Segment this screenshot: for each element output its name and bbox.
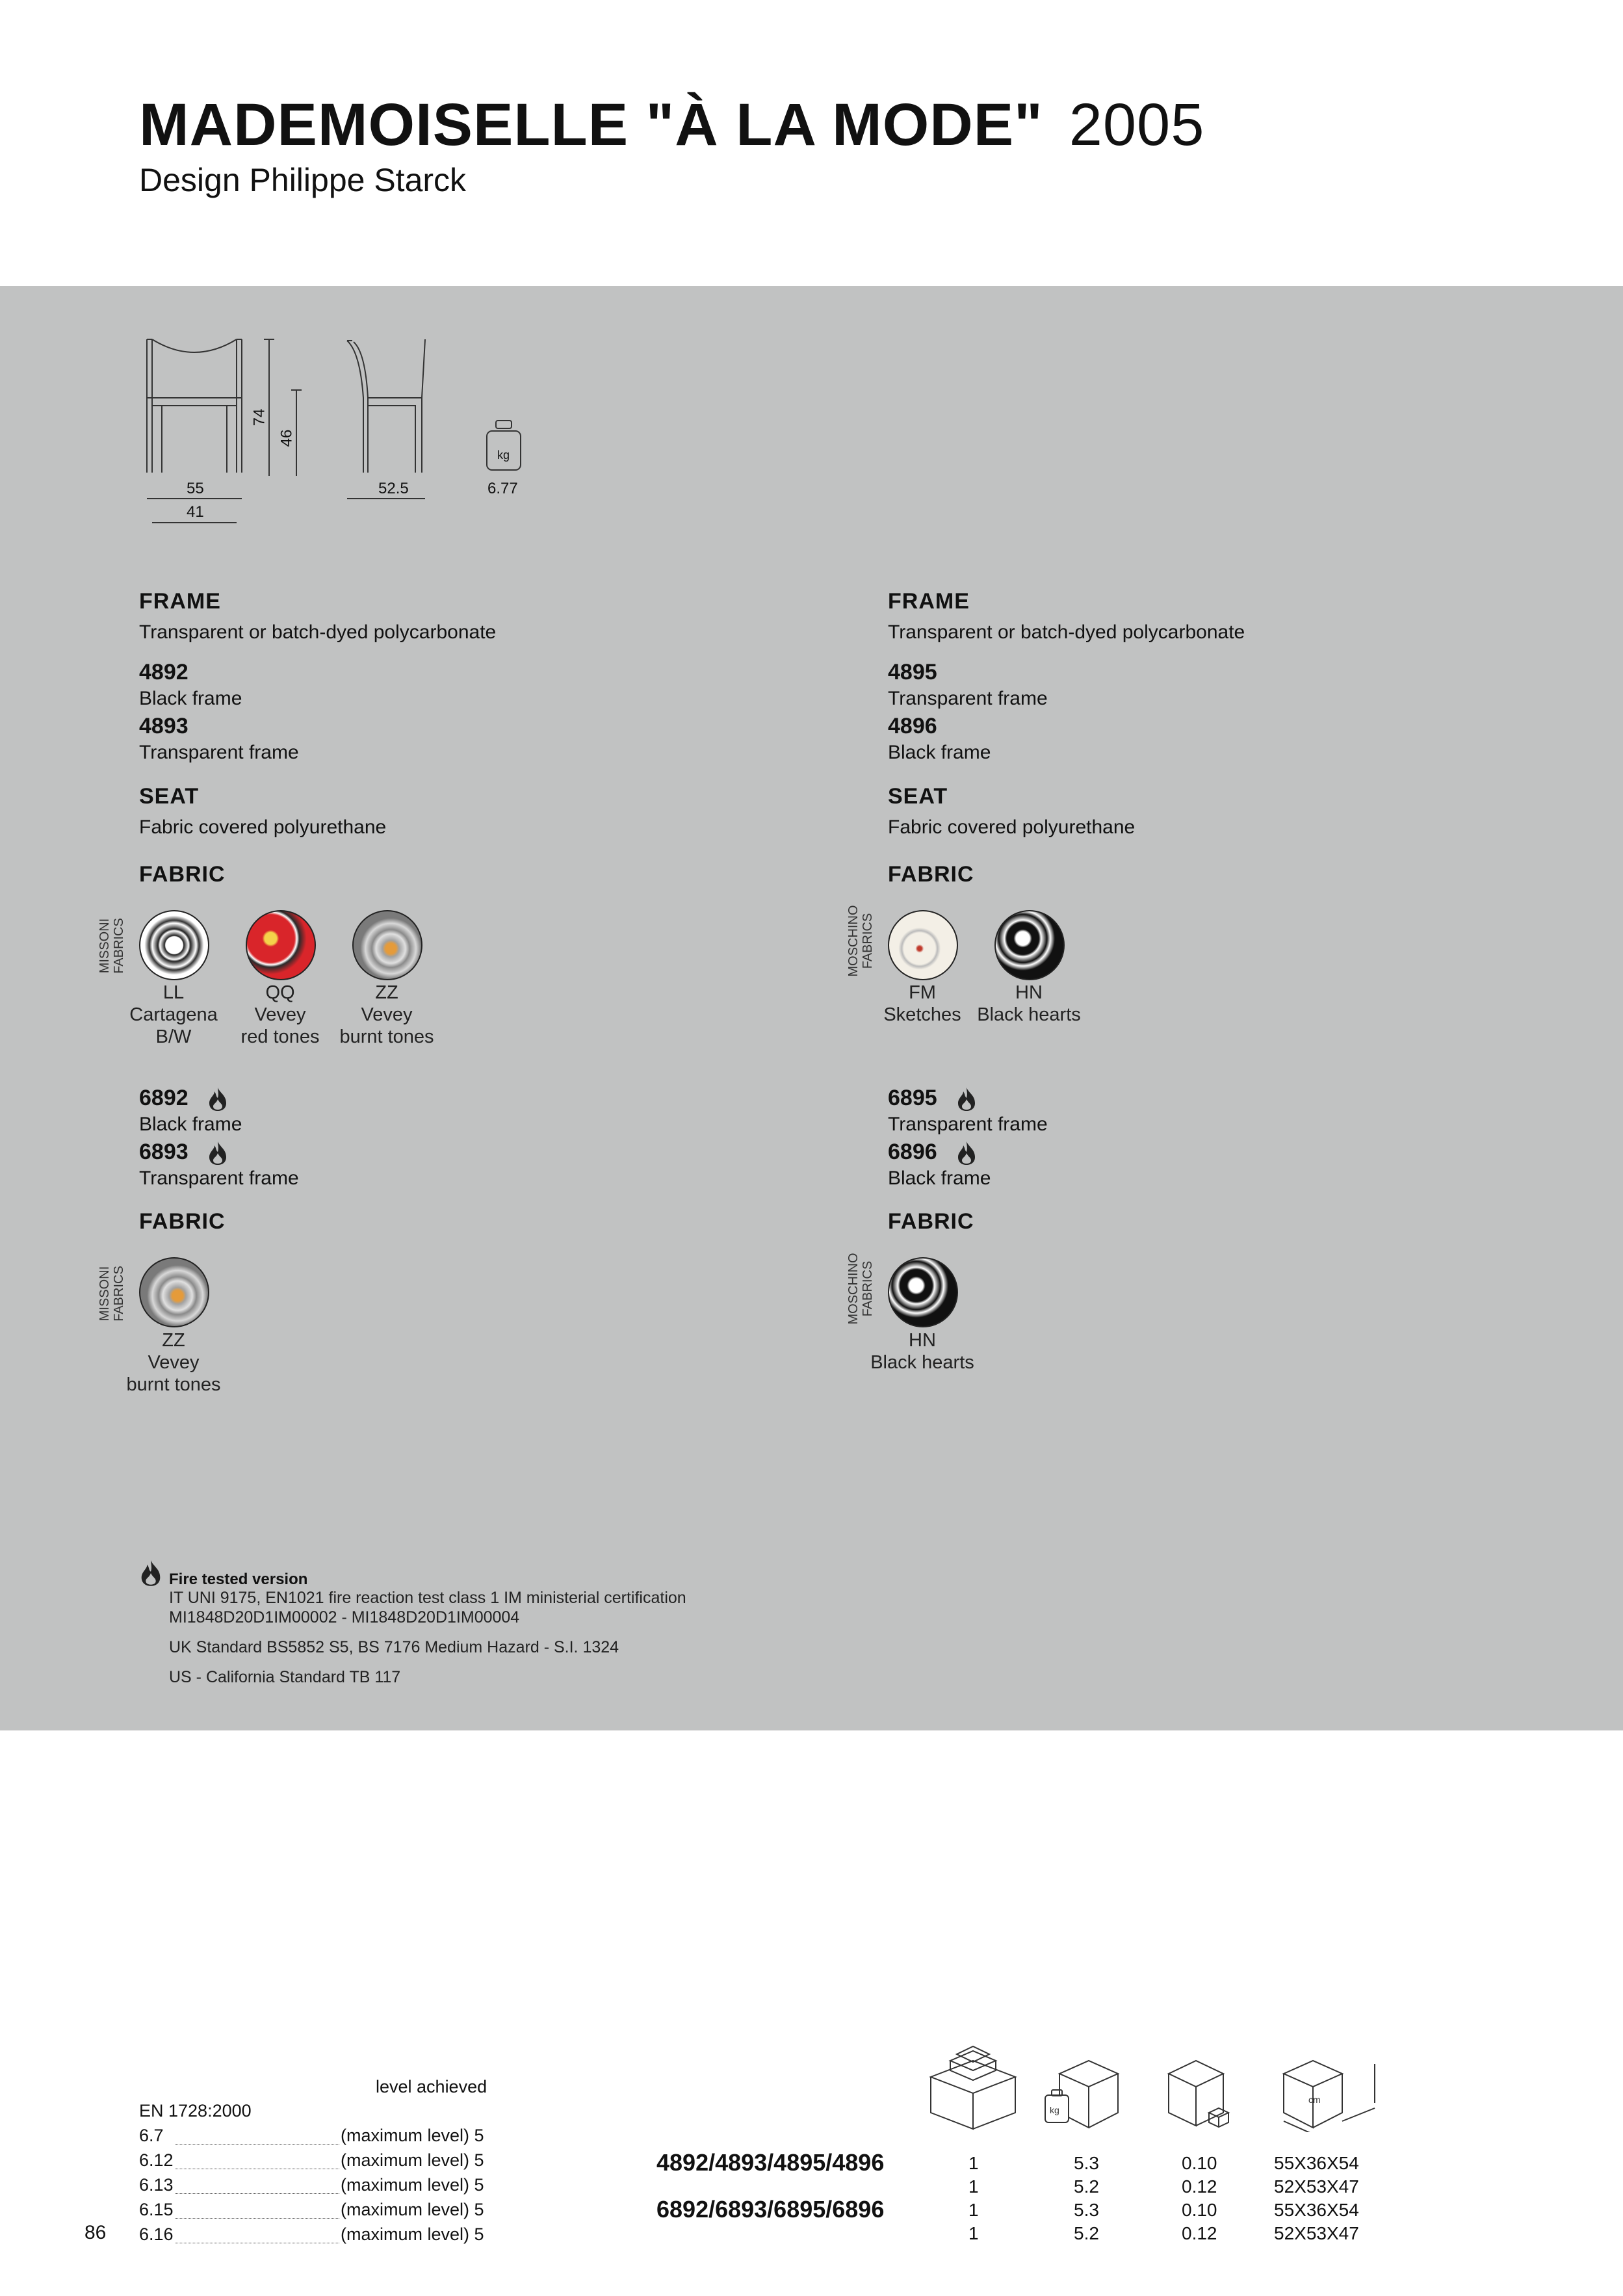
fabric-zz-code: ZZ [375,982,398,1003]
box-volume-icon [1163,2051,1241,2132]
flame-icon [207,1140,229,1166]
fabric-qq-name2: red tones [240,1026,320,1047]
pack-1-2-cm: 52X53X47 [1274,2176,1359,2197]
left-seat-text: Fabric covered polyurethane [139,816,387,838]
fire-note-line3: UK Standard BS5852 S5, BS 7176 Medium Hazard - S.I. 1324 [169,1638,619,1656]
right-seat-text: Fabric covered polyurethane [888,816,1136,838]
fire-note-title: Fire tested version [169,1571,308,1588]
left-frame-heading: FRAME [139,589,221,614]
right-fabric-heading: FABRIC [888,862,974,887]
fire-fabric-zz-label [118,1329,229,1396]
fire-fabric-zz-code: ZZ [162,1330,185,1351]
standards-level-3: (maximum level) 5 [341,2175,484,2195]
fabric-qq-label [225,982,335,1048]
standards-level-5: (maximum level) 5 [341,2224,484,2244]
fire-fabric-zz-name: Vevey [148,1352,200,1373]
standards-test-3: 6.13 [139,2175,174,2195]
chair-technical-drawing [139,333,542,528]
weight-unit: kg [497,449,510,462]
pack-2-1-cm: 55X36X54 [1274,2200,1359,2220]
product-year: 2005 [1069,92,1205,158]
left-fire-code-2-text: 6893 [139,1140,188,1164]
fabric-fm-name: Sketches [883,1004,961,1025]
pack-2-2-cm: 52X53X47 [1274,2223,1359,2243]
pack-2-2-kg: 5.2 [1074,2223,1099,2243]
right-fire-code-1-desc: Transparent frame [888,1114,1048,1135]
right-seat-heading: SEAT [888,784,948,809]
standards-level-2: (maximum level) 5 [341,2150,484,2170]
seat-width-label: 41 [187,503,204,521]
fabric-zz-name2: burnt tones [339,1026,434,1047]
box-weight-icon [1040,2051,1124,2132]
left-seat-heading: SEAT [139,784,200,809]
right-fire-code-1 [888,1086,978,1112]
page-number: 86 [84,2222,107,2243]
fire-note-line1: IT UNI 9175, EN1021 fire reaction test class 1 IM ministerial certification [169,1589,686,1607]
missoni-fabrics-label-2: MISSONI FABRICS [97,1266,126,1322]
box-weight-icon-label: kg [1050,2105,1059,2115]
box-dimensions-icon [1277,2051,1381,2132]
page-title [139,91,1204,159]
right-code-1: 4895 [888,660,937,685]
pack-1-1-cm: 55X36X54 [1274,2153,1359,2173]
left-fire-code-1 [139,1086,229,1112]
fabric-fm-label [867,982,978,1026]
right-code-2: 4896 [888,714,937,738]
pack-1-1-m3: 0.10 [1182,2153,1217,2173]
right-code-1-desc: Transparent frame [888,688,1048,709]
left-frame-text: Transparent or batch-dyed polycarbonate [139,621,497,643]
dotted-leader [175,2144,339,2145]
left-fire-code-1-text: 6892 [139,1086,188,1110]
left-fire-code-2-desc: Transparent frame [139,1168,299,1189]
fabric-swatch-qq [246,910,316,980]
fabric-hn-code: HN [1015,982,1043,1003]
right-frame-text: Transparent or batch-dyed polycarbonate [888,621,1245,643]
fire-fabric-hn-label [867,1329,978,1374]
standards-header: level achieved [376,2077,487,2096]
pack-group-1-codes: 4892/4893/4895/4896 [656,2149,885,2176]
fabric-ll-name2: B/W [155,1026,192,1047]
pack-2-1-kg: 5.3 [1074,2200,1099,2220]
pack-2-2-qty: 1 [968,2223,979,2243]
pack-1-1-qty: 1 [968,2153,979,2173]
moschino-fabrics-label: MOSCHINO FABRICS [846,905,875,977]
left-fabric-heading: FABRIC [139,862,226,887]
pack-2-2-m3: 0.12 [1182,2223,1217,2243]
box-dimensions-icon-label: cm [1308,2094,1321,2105]
right-code-2-desc: Black frame [888,742,991,763]
fire-fabric-zz-name2: burnt tones [126,1374,221,1395]
left-code-2-desc: Transparent frame [139,742,299,763]
fabric-zz-label [331,982,442,1048]
standards-test-2: 6.12 [139,2150,174,2170]
right-fire-fabric-heading: FABRIC [888,1209,974,1234]
left-code-1-desc: Black frame [139,688,242,709]
flame-icon [138,1559,164,1587]
fire-fabric-hn-name: Black hearts [870,1352,974,1373]
fire-note-line4: US - California Standard TB 117 [169,1668,401,1686]
flame-icon [955,1140,978,1166]
weight-icon [484,419,523,475]
standards-level-4: (maximum level) 5 [341,2200,484,2219]
fabric-hn-name: Black hearts [977,1004,1081,1025]
dotted-leader [175,2218,339,2219]
pack-1-2-qty: 1 [968,2176,979,2197]
flame-icon [207,1086,229,1112]
fire-note-line2: MI1848D20D1IM00002 - MI1848D20D1IM00004 [169,1608,520,1626]
left-fire-code-2 [139,1140,229,1166]
stacked-boxes-icon [924,2041,1022,2132]
pack-1-2-kg: 5.2 [1074,2176,1099,2197]
fabric-qq-code: QQ [265,982,295,1003]
standards-test-4: 6.15 [139,2200,174,2219]
weight-value: 6.77 [487,480,518,497]
pack-2-1-qty: 1 [968,2200,979,2220]
standards-level-1: (maximum level) 5 [341,2126,484,2145]
fabric-zz-name: Vevey [361,1004,413,1025]
height-label: 74 [250,408,268,426]
pack-1-2-m3: 0.12 [1182,2176,1217,2197]
moschino-fabrics-label-2: MOSCHINO FABRICS [846,1253,875,1325]
right-fire-code-1-text: 6895 [888,1086,937,1110]
fabric-swatch-fm [888,910,958,980]
right-fire-code-2 [888,1140,978,1166]
fabric-qq-name: Vevey [254,1004,306,1025]
fabric-swatch-zz [352,910,422,980]
fabric-hn-label [967,982,1091,1026]
designer-credit: Design Philippe Starck [139,162,467,198]
left-code-1: 4892 [139,660,188,685]
fabric-ll-code: LL [162,982,185,1003]
pack-1-1-kg: 5.3 [1074,2153,1099,2173]
fire-fabric-hn-code: HN [909,1330,936,1351]
flame-icon [955,1086,978,1112]
product-name: MADEMOISELLE "À LA MODE" [139,92,1043,158]
depth-label: 52.5 [378,480,409,497]
left-code-2: 4893 [139,714,188,738]
left-fire-fabric-heading: FABRIC [139,1209,226,1234]
pack-group-2-codes: 6892/6893/6895/6896 [656,2196,885,2223]
fabric-fm-code: FM [909,982,936,1003]
left-fire-code-1-desc: Black frame [139,1114,242,1135]
right-frame-heading: FRAME [888,589,970,614]
standards-test-5: 6.16 [139,2224,174,2244]
fabric-ll-label [118,982,229,1048]
dotted-leader [175,2193,339,2194]
seat-height-label: 46 [278,429,296,447]
standards-test-1: 6.7 [139,2126,164,2145]
right-fire-code-2-text: 6896 [888,1140,937,1164]
fire-fabric-swatch-zz [139,1257,209,1327]
missoni-fabrics-label: MISSONI FABRICS [97,918,126,974]
front-width-label: 55 [187,480,204,497]
fabric-ll-name: Cartagena [129,1004,218,1025]
pack-2-1-m3: 0.10 [1182,2200,1217,2220]
fabric-swatch-hn [994,910,1065,980]
fire-fabric-swatch-hn [888,1257,958,1327]
standards-norm: EN 1728:2000 [139,2101,252,2120]
right-fire-code-2-desc: Black frame [888,1168,991,1189]
fabric-swatch-ll [139,910,209,980]
